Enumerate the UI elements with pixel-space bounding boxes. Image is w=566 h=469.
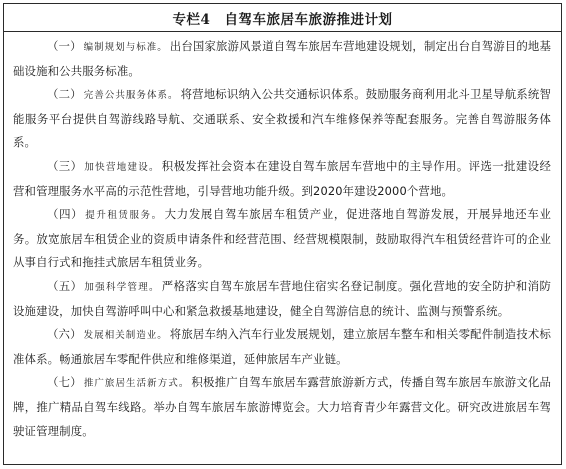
plan-item-2: [13, 83, 551, 155]
item-heading: 加快营地建设。: [84, 161, 160, 173]
item-text: 出台国家旅游风景道自驾车旅居车营地建设规划，制定出台自驾游目的地基础设施和公共服务标准。: [13, 39, 552, 78]
item-heading: 加强科学管理。: [84, 281, 160, 293]
plan-item-5: [13, 275, 551, 323]
column-header: [4, 4, 561, 32]
item-text: 将旅居车纳入汽车行业发展规划，建立旅居车整车和相关零配件制造技术标准体系。畅通旅居车零配件供应和维修渠道，延伸旅居车产业链。: [13, 327, 552, 366]
plan-item-7: [13, 371, 551, 443]
item-number: （二）: [47, 87, 82, 102]
item-text: 大力发展自驾车旅居车租赁产业，促进落地自驾游发展，开展异地还车业务。放宽旅居车租赁企业的资质申请条件和经营范围、经营规模限制，鼓励取得汽车租赁经营许可的企业从事自行式和拖挂式旅居车租赁业务。: [13, 207, 551, 270]
plan-item-3: [13, 155, 551, 203]
column-body: [4, 32, 561, 443]
item-number: （四）: [47, 207, 84, 222]
item-heading: 编制规划与标准。: [83, 42, 168, 53]
item-heading: 发展相关制造业。: [83, 330, 168, 342]
column-box: [3, 3, 562, 465]
item-number: （六）: [47, 327, 82, 342]
item-text: 严格落实自驾车旅居车营地住宿实名登记制度。强化营地的安全防护和消防设施建设，加快自驾游呼叫中心和紧急救援基地建设，健全自驾游信息的统计、监测与预警系统。: [13, 278, 552, 318]
item-text: 积极发挥社会资本在建设自驾车旅居车营地中的主导作用。评选一批建设经营和管理服务水平高的示范性营地，引导营地功能升级。到2020年建设2000个营地。: [13, 158, 552, 198]
item-number: （一）: [47, 39, 82, 53]
item-number: （三）: [47, 158, 83, 173]
plan-item-4: [13, 203, 551, 275]
column-title: 专栏4 自驾车旅居车旅游推进计划: [172, 11, 393, 28]
item-heading: 提升租赁服务。: [85, 210, 163, 222]
item-heading: 完善公共服务体系。: [83, 90, 179, 102]
item-text: 积极推广自驾车旅居车露营旅游新方式，传播自驾车旅居车旅游文化品牌，推广精品自驾车线路。举办自驾车旅居车旅游博览会。大力培育青少年露营文化。研究改进旅居车驾驶证管理制度。: [13, 375, 551, 438]
item-number: （五）: [47, 278, 83, 293]
plan-item-1: [13, 35, 551, 83]
item-number: （七）: [47, 375, 82, 390]
item-heading: 推广旅居生活新方式。: [83, 378, 190, 390]
item-text: 将营地标识纳入公共交通标识体系。鼓励服务商利用北斗卫星导航系统智能服务平台提供自驾游线路导航、交通联系、安全救援和汽车维修保养等配套服务。完善自驾游服务体系。: [13, 87, 551, 150]
plan-item-6: [13, 323, 551, 371]
